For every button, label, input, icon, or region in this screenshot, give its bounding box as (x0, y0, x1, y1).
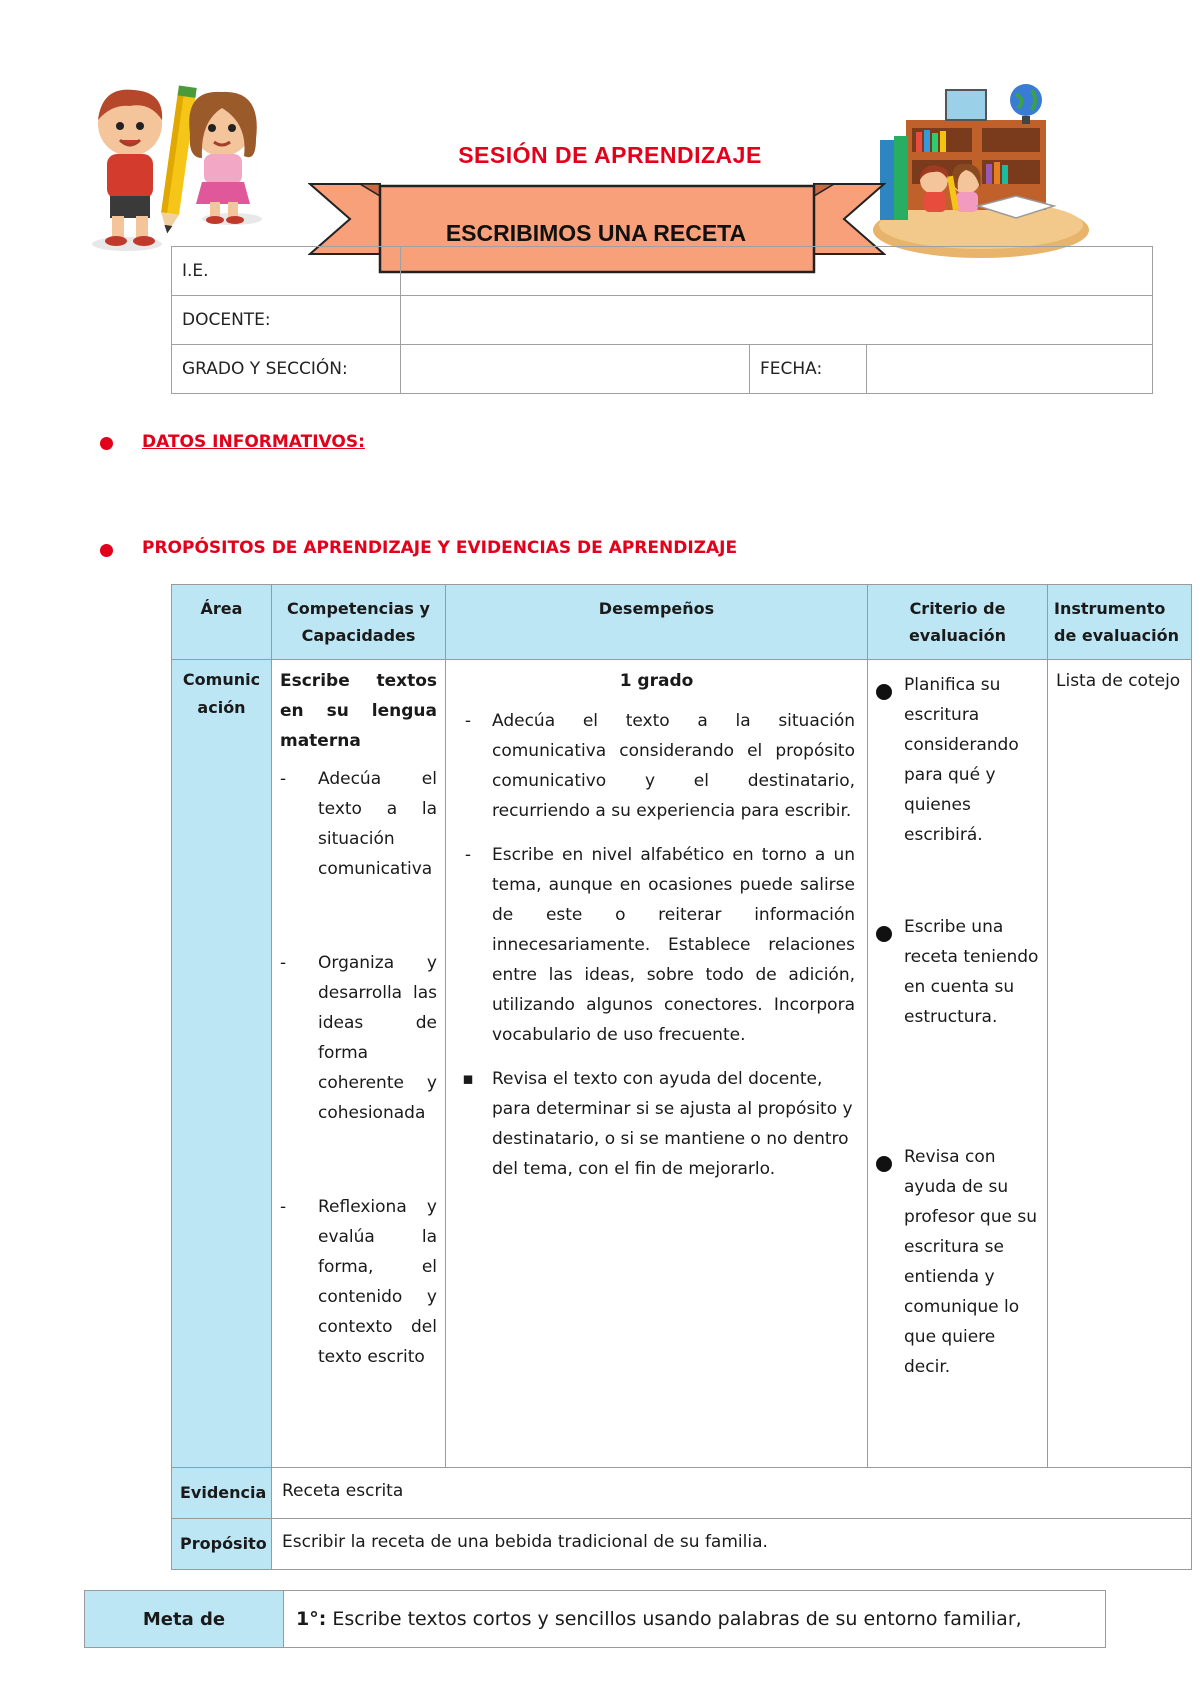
header-competencias: Competencias y Capacidades (272, 585, 446, 660)
competence-title: Escribe textos en su lengua materna (280, 671, 437, 751)
criterio-text: Revisa con ayuda de su profesor que su escritura se entienda y comunique lo que quiere decir. (904, 1147, 1037, 1377)
grade-label: 1 grado (619, 671, 694, 691)
docente-value-cell[interactable] (401, 296, 1153, 345)
criterio-text: Escribe una receta teniendo en cuenta su estructura. (904, 917, 1039, 1027)
propositos-bullet (100, 544, 113, 557)
desempeno-item: ▪ Revisa el texto con ayuda del docente, para determinar si se ajusta al propósito y destinatario, o si se mantiene o no dentro del tema, con el fin de mejorarlo. (458, 1064, 855, 1184)
proposito-value: Escribir la receta de una bebida tradicional de su familia. (272, 1519, 1192, 1570)
bullet-dot-icon (876, 926, 892, 942)
datos-bullet (100, 437, 113, 450)
desempenos-cell (446, 660, 868, 1468)
datos-informativos-heading: DATOS INFORMATIVOS: (142, 432, 365, 452)
criterio-item (876, 1142, 1039, 1382)
header-instrumento: Instrumento de evaluación (1048, 585, 1192, 660)
kids-with-pencil-illustration (72, 84, 282, 254)
purposes-table (171, 584, 1192, 1570)
ie-label: I.E. (172, 247, 401, 296)
header-criterio: Criterio de evaluación (868, 585, 1048, 660)
meta-value-cell (284, 1591, 1106, 1648)
meta-grade-prefix: 1°: (296, 1608, 327, 1630)
proposito-label: Propósito (172, 1519, 272, 1570)
docente-label: DOCENTE: (172, 296, 401, 345)
meta-value: Escribe textos cortos y sencillos usando palabras de su entorno familiar, (326, 1608, 1022, 1630)
header-area: Área (172, 585, 272, 660)
bullet-dot-icon (876, 1156, 892, 1172)
capacity-item: - Organiza y desarrolla las ideas de forma coherente y cohesionada (280, 948, 437, 1128)
fecha-label: FECHA: (750, 345, 867, 394)
ribbon-title: ESCRIBIMOS UNA RECETA (445, 220, 747, 246)
instrumento-cell (1048, 660, 1192, 1468)
area-value: Comunicación (182, 670, 261, 717)
desempeno-text: Adecúa el texto a la situación comunicativa considerando el propósito comunicativo y el destinatario, recurriendo a su experiencia para escribir. (492, 711, 855, 821)
desempeno-item: - Escribe en nivel alfabético en torno a un tema, aunque en ocasiones puede salirse de este o reiterar información innecesariamente. Establece relaciones entre las ideas, sobre todo de adición, utilizando algunos conectores. Incorpora vocabulario de uso frecuente. (458, 840, 855, 1050)
criterio-text: Planifica su escritura considerando para qué y quienes escribirá. (904, 675, 1019, 845)
area-cell (172, 660, 272, 1468)
meta-table (84, 1590, 1106, 1648)
meta-label: Meta de (85, 1591, 284, 1648)
ie-value-cell[interactable] (401, 247, 1153, 296)
capacity-item: - Adecúa el texto a la situación comunicativa (280, 764, 437, 884)
info-table (171, 246, 1153, 394)
criterio-item (876, 912, 1039, 1032)
propositos-heading: PROPÓSITOS DE APRENDIZAJE Y EVIDENCIAS DE APRENDIZAJE (142, 538, 738, 558)
fecha-value-cell[interactable] (867, 345, 1153, 394)
grado-label: GRADO Y SECCIÓN: (172, 345, 401, 394)
criterio-item (876, 670, 1039, 850)
library-reading-illustration (866, 80, 1106, 260)
header-desempenos: Desempeños (446, 585, 868, 660)
capacity-item: - Reflexiona y evalúa la forma, el contenido y contexto del texto escrito (280, 1192, 437, 1372)
session-title: SESIÓN DE APRENDIZAJE (458, 142, 762, 168)
grado-value-cell[interactable] (401, 345, 750, 394)
desempeno-item: - Adecúa el texto a la situación comunicativa considerando el propósito comunicativo y el destinatario, recurriendo a su experiencia para escribir. (458, 706, 855, 826)
desempeno-text: Escribe en nivel alfabético en torno a un tema, aunque en ocasiones puede salirse de este o reiterar información innecesariamente. Establece relaciones entre las ideas, sobre todo de adición, utilizando algunos conectores. Incorpora vocabulario de uso frecuente. (492, 845, 855, 1045)
competencias-cell (272, 660, 446, 1468)
capacity-text: Adecúa el texto a la situación comunicativa (318, 769, 437, 879)
bullet-dot-icon (876, 684, 892, 700)
criterios-cell (868, 660, 1048, 1468)
capacity-text: Reflexiona y evalúa la forma, el contenido y contexto del texto escrito (318, 1197, 437, 1367)
instrumento-value: Lista de cotejo (1056, 671, 1181, 691)
desempeno-text: Revisa el texto con ayuda del docente, para determinar si se ajusta al propósito y destinatario, o si se mantiene o no dentro del tema, con el fin de mejorarlo. (492, 1069, 853, 1179)
evidencia-value: Receta escrita (272, 1468, 1192, 1519)
evidencia-label: Evidencia (172, 1468, 272, 1519)
capacity-text: Organiza y desarrolla las ideas de forma coherente y cohesionada (318, 953, 437, 1123)
